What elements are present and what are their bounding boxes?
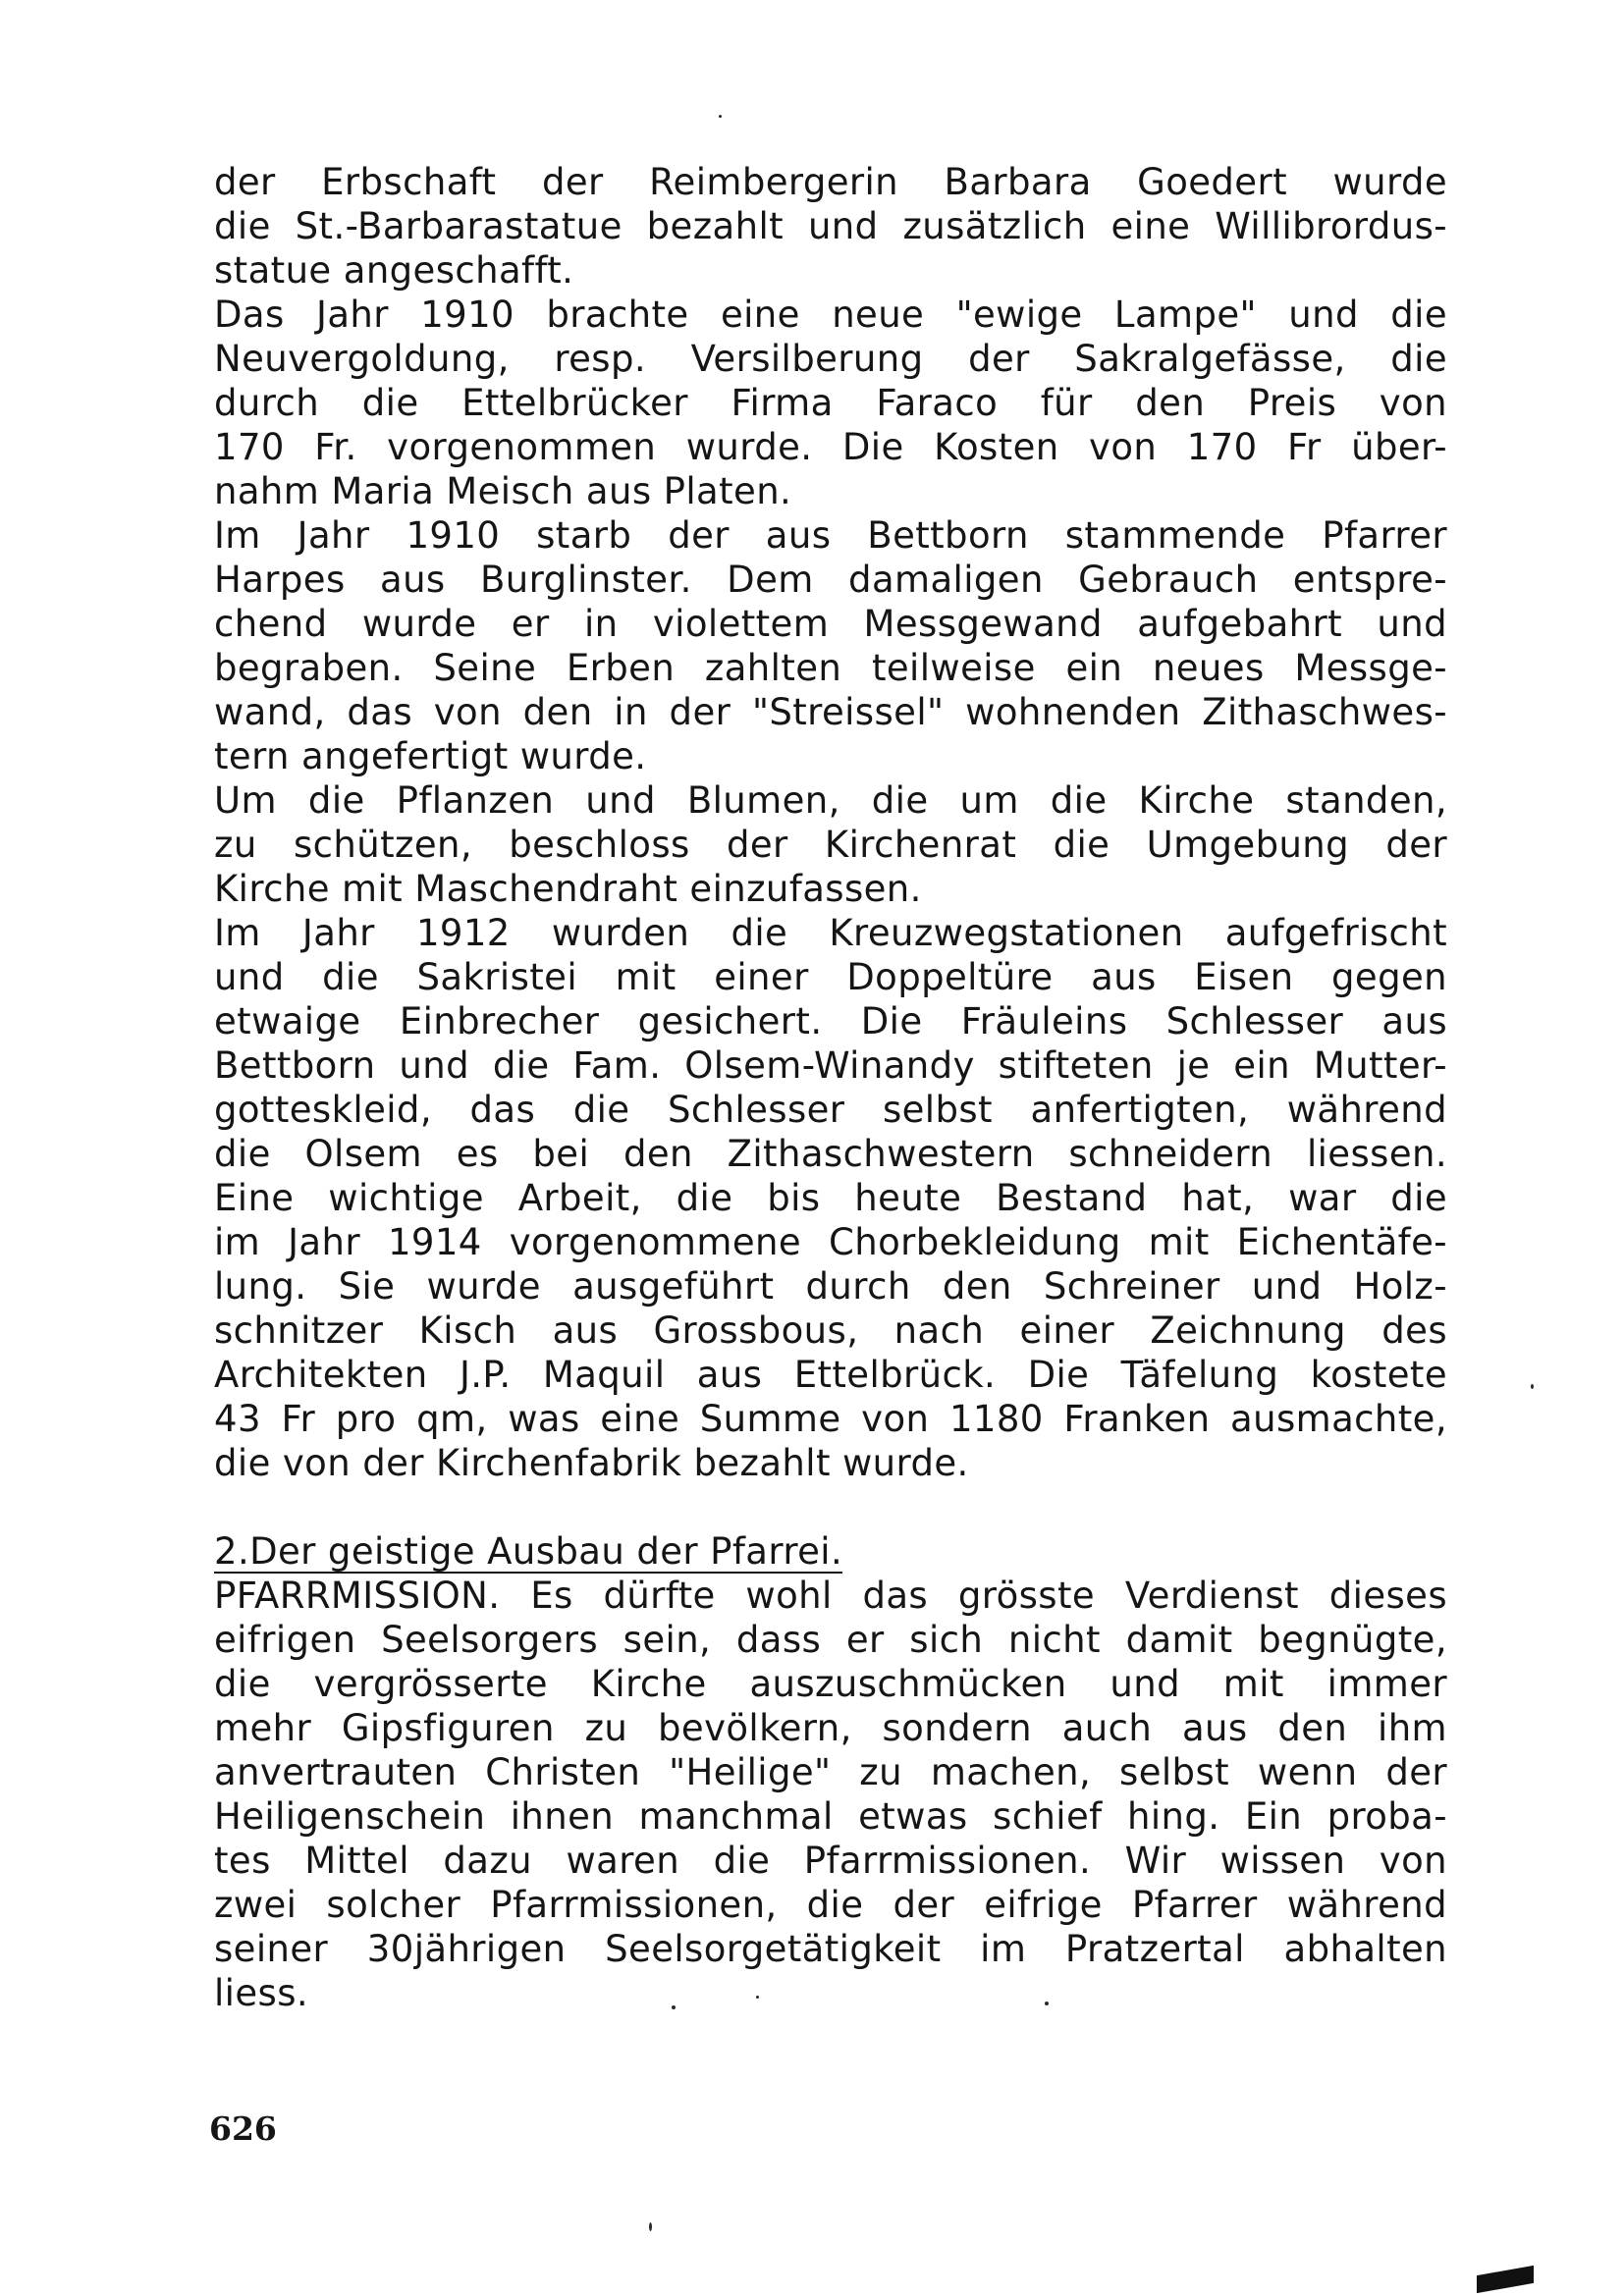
scan-speck [719, 115, 722, 118]
section-paragraph [214, 1574, 1447, 2015]
text-line: Das Jahr 1910 brachte eine neue "ewige Lampe" und die [214, 294, 1447, 336]
section-gap [214, 1485, 1447, 1529]
text-line: Im Jahr 1910 starb der aus Bettborn stammende Pfarrer [214, 514, 1447, 557]
text-line: tes Mittel dazu waren die Pfarrmissionen. Wir wissen von [214, 1840, 1447, 1882]
text-line: Im Jahr 1912 wurden die Kreuzwegstationen aufgefrischt [214, 912, 1447, 954]
scan-speck [1045, 2002, 1049, 2005]
text-line: Bettborn und die Fam. Olsem-Winandy stifteten je ein Mutter- [214, 1044, 1447, 1087]
body-paragraphs [214, 160, 1447, 1485]
text-line: statue angeschafft. [214, 249, 574, 292]
scan-speck [672, 2005, 676, 2009]
text-line: Um die Pflanzen und Blumen, die um die Kirche standen, [214, 779, 1447, 822]
text-line: nahm Maria Meisch aus Platen. [214, 470, 792, 512]
page-number: 626 [209, 2109, 277, 2148]
scan-speck [756, 1996, 759, 1999]
text-line: anvertrauten Christen "Heilige" zu machen, selbst wenn der [214, 1751, 1447, 1793]
text-line: und die Sakristei mit einer Doppeltüre aus Eisen gegen [214, 956, 1447, 998]
text-line: PFARRMISSION. Es dürfte wohl das grösste Verdienst dieses [214, 1575, 1447, 1617]
text-line: seiner 30jährigen Seelsorgetätigkeit im Pratzertal abhalten [214, 1928, 1447, 1970]
text-line: schnitzer Kisch aus Grossbous, nach einer Zeichnung des [214, 1309, 1447, 1352]
text-line: Neuvergoldung, resp. Versilberung der Sakralgefässe, die [214, 338, 1447, 380]
text-line: liess. [214, 1972, 309, 2014]
text-line: gotteskleid, das die Schlesser selbst anfertigten, während [214, 1089, 1447, 1131]
text-line: chend wurde er in violettem Messgewand aufgebahrt und [214, 603, 1447, 645]
text-line: zwei solcher Pfarrmissionen, die der eifrige Pfarrer während [214, 1884, 1447, 1926]
scan-edge-mark [1477, 2266, 1534, 2293]
text-line: der Erbschaft der Reimbergerin Barbara Goedert wurde [214, 161, 1447, 203]
section-heading-line [214, 1529, 1447, 1574]
text-line: Eine wichtige Arbeit, die bis heute Bestand hat, war die [214, 1177, 1447, 1219]
text-line: wand, das von den in der "Streissel" wohnenden Zithaschwes- [214, 691, 1447, 733]
section-heading: 2.Der geistige Ausbau der Pfarrei. [214, 1530, 843, 1573]
text-line: Kirche mit Maschendraht einzufassen. [214, 868, 922, 910]
text-line: die Olsem es bei den Zithaschwestern schneidern liessen. [214, 1133, 1447, 1175]
text-line: Heiligenschein ihnen manchmal etwas schief hing. Ein proba- [214, 1795, 1447, 1838]
text-line: Harpes aus Burglinster. Dem damaligen Gebrauch entspre- [214, 559, 1447, 601]
text-line: eifrigen Seelsorgers sein, dass er sich nicht damit begnügte, [214, 1619, 1447, 1661]
text-line: die St.-Barbarastatue bezahlt und zusätzlich eine Willibrordus- [214, 205, 1447, 247]
text-line: Architekten J.P. Maquil aus Ettelbrück. Die Täfelung kostete [214, 1354, 1447, 1396]
scan-speck [649, 2222, 652, 2231]
scan-speck [1531, 1384, 1534, 1389]
text-line: tern angefertigt wurde. [214, 735, 647, 777]
text-line: 43 Fr pro qm, was eine Summe von 1180 Franken ausmachte, [214, 1398, 1447, 1440]
body-text [214, 160, 1447, 2015]
text-line: lung. Sie wurde ausgeführt durch den Schreiner und Holz- [214, 1265, 1447, 1308]
text-line: begraben. Seine Erben zahlten teilweise ein neues Messge- [214, 647, 1447, 689]
text-line: 170 Fr. vorgenommen wurde. Die Kosten von 170 Fr über- [214, 426, 1447, 468]
text-line: durch die Ettelbrücker Firma Faraco für den Preis von [214, 382, 1447, 424]
text-line: die von der Kirchenfabrik bezahlt wurde. [214, 1442, 969, 1484]
text-line: mehr Gipsfiguren zu bevölkern, sondern auch aus den ihm [214, 1707, 1447, 1749]
text-line: etwaige Einbrecher gesichert. Die Fräuleins Schlesser aus [214, 1000, 1447, 1042]
text-line: die vergrösserte Kirche auszuschmücken und mit immer [214, 1663, 1447, 1705]
text-line: im Jahr 1914 vorgenommene Chorbekleidung mit Eichentäfe- [214, 1221, 1447, 1263]
text-line: zu schützen, beschloss der Kirchenrat die Umgebung der [214, 824, 1447, 866]
